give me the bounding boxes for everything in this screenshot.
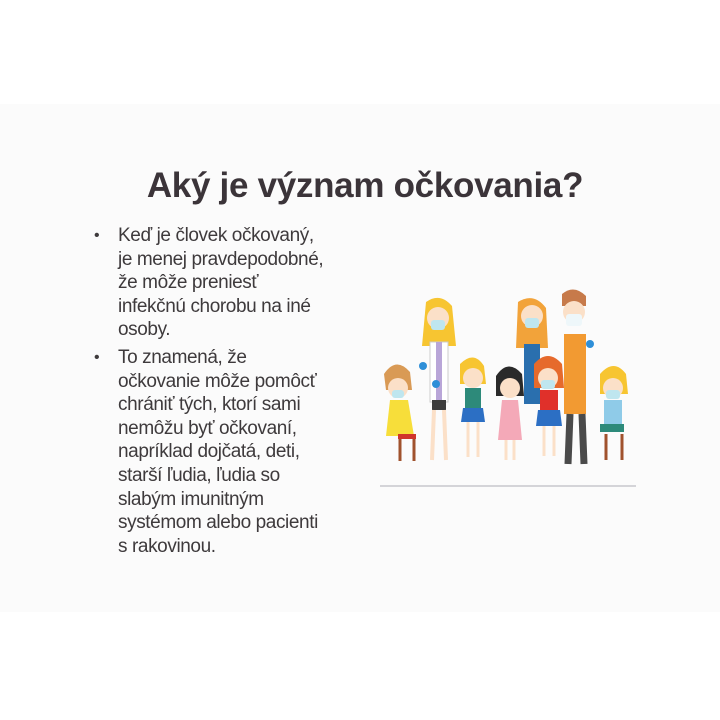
- bullet-text-line: že môže preniesť: [118, 272, 259, 294]
- bullet-text-line: napríklad dojčatá, deti,: [118, 441, 300, 463]
- adult-man-figure: [562, 289, 594, 464]
- bullet-list: [92, 224, 372, 562]
- bullet-text-line: očkovanie môže pomôcť: [118, 370, 317, 392]
- child-figure: [460, 357, 486, 457]
- bullet-text-line: slabým imunitným: [118, 488, 264, 510]
- child-figure: [534, 356, 564, 456]
- bullet-text-line: infekčnú chorobu na iné: [118, 295, 311, 317]
- bullet-icon: •: [94, 348, 100, 366]
- adult-woman-figure: [419, 298, 456, 460]
- slide: [0, 104, 720, 612]
- bullet-text-line: s rakovinou.: [118, 535, 216, 557]
- child-sitting-figure: [384, 364, 416, 461]
- bullet-item: [92, 224, 372, 342]
- bullet-text-line: je menej pravdepodobné,: [118, 248, 324, 270]
- bullet-text-line: osoby.: [118, 319, 171, 341]
- bullet-item: [92, 346, 372, 558]
- slide-title: Aký je význam očkovania?: [146, 166, 584, 205]
- bullet-text-line: chrániť tých, ktorí sami: [118, 394, 301, 416]
- bullet-text-line: Keď je človek očkovaný,: [118, 225, 314, 246]
- bullet-text-line: nemôžu byť očkovaní,: [118, 417, 297, 439]
- bullet-text-line: starší ľudia, ľudia so: [118, 464, 280, 486]
- bullet-text-line: To znamená, že: [118, 346, 247, 368]
- child-figure: [496, 366, 524, 460]
- bullet-icon: •: [94, 227, 100, 244]
- child-sitting-figure: [600, 366, 628, 460]
- masked-people-illustration: [378, 284, 640, 489]
- bullet-text-line: systémom alebo pacienti: [118, 512, 318, 534]
